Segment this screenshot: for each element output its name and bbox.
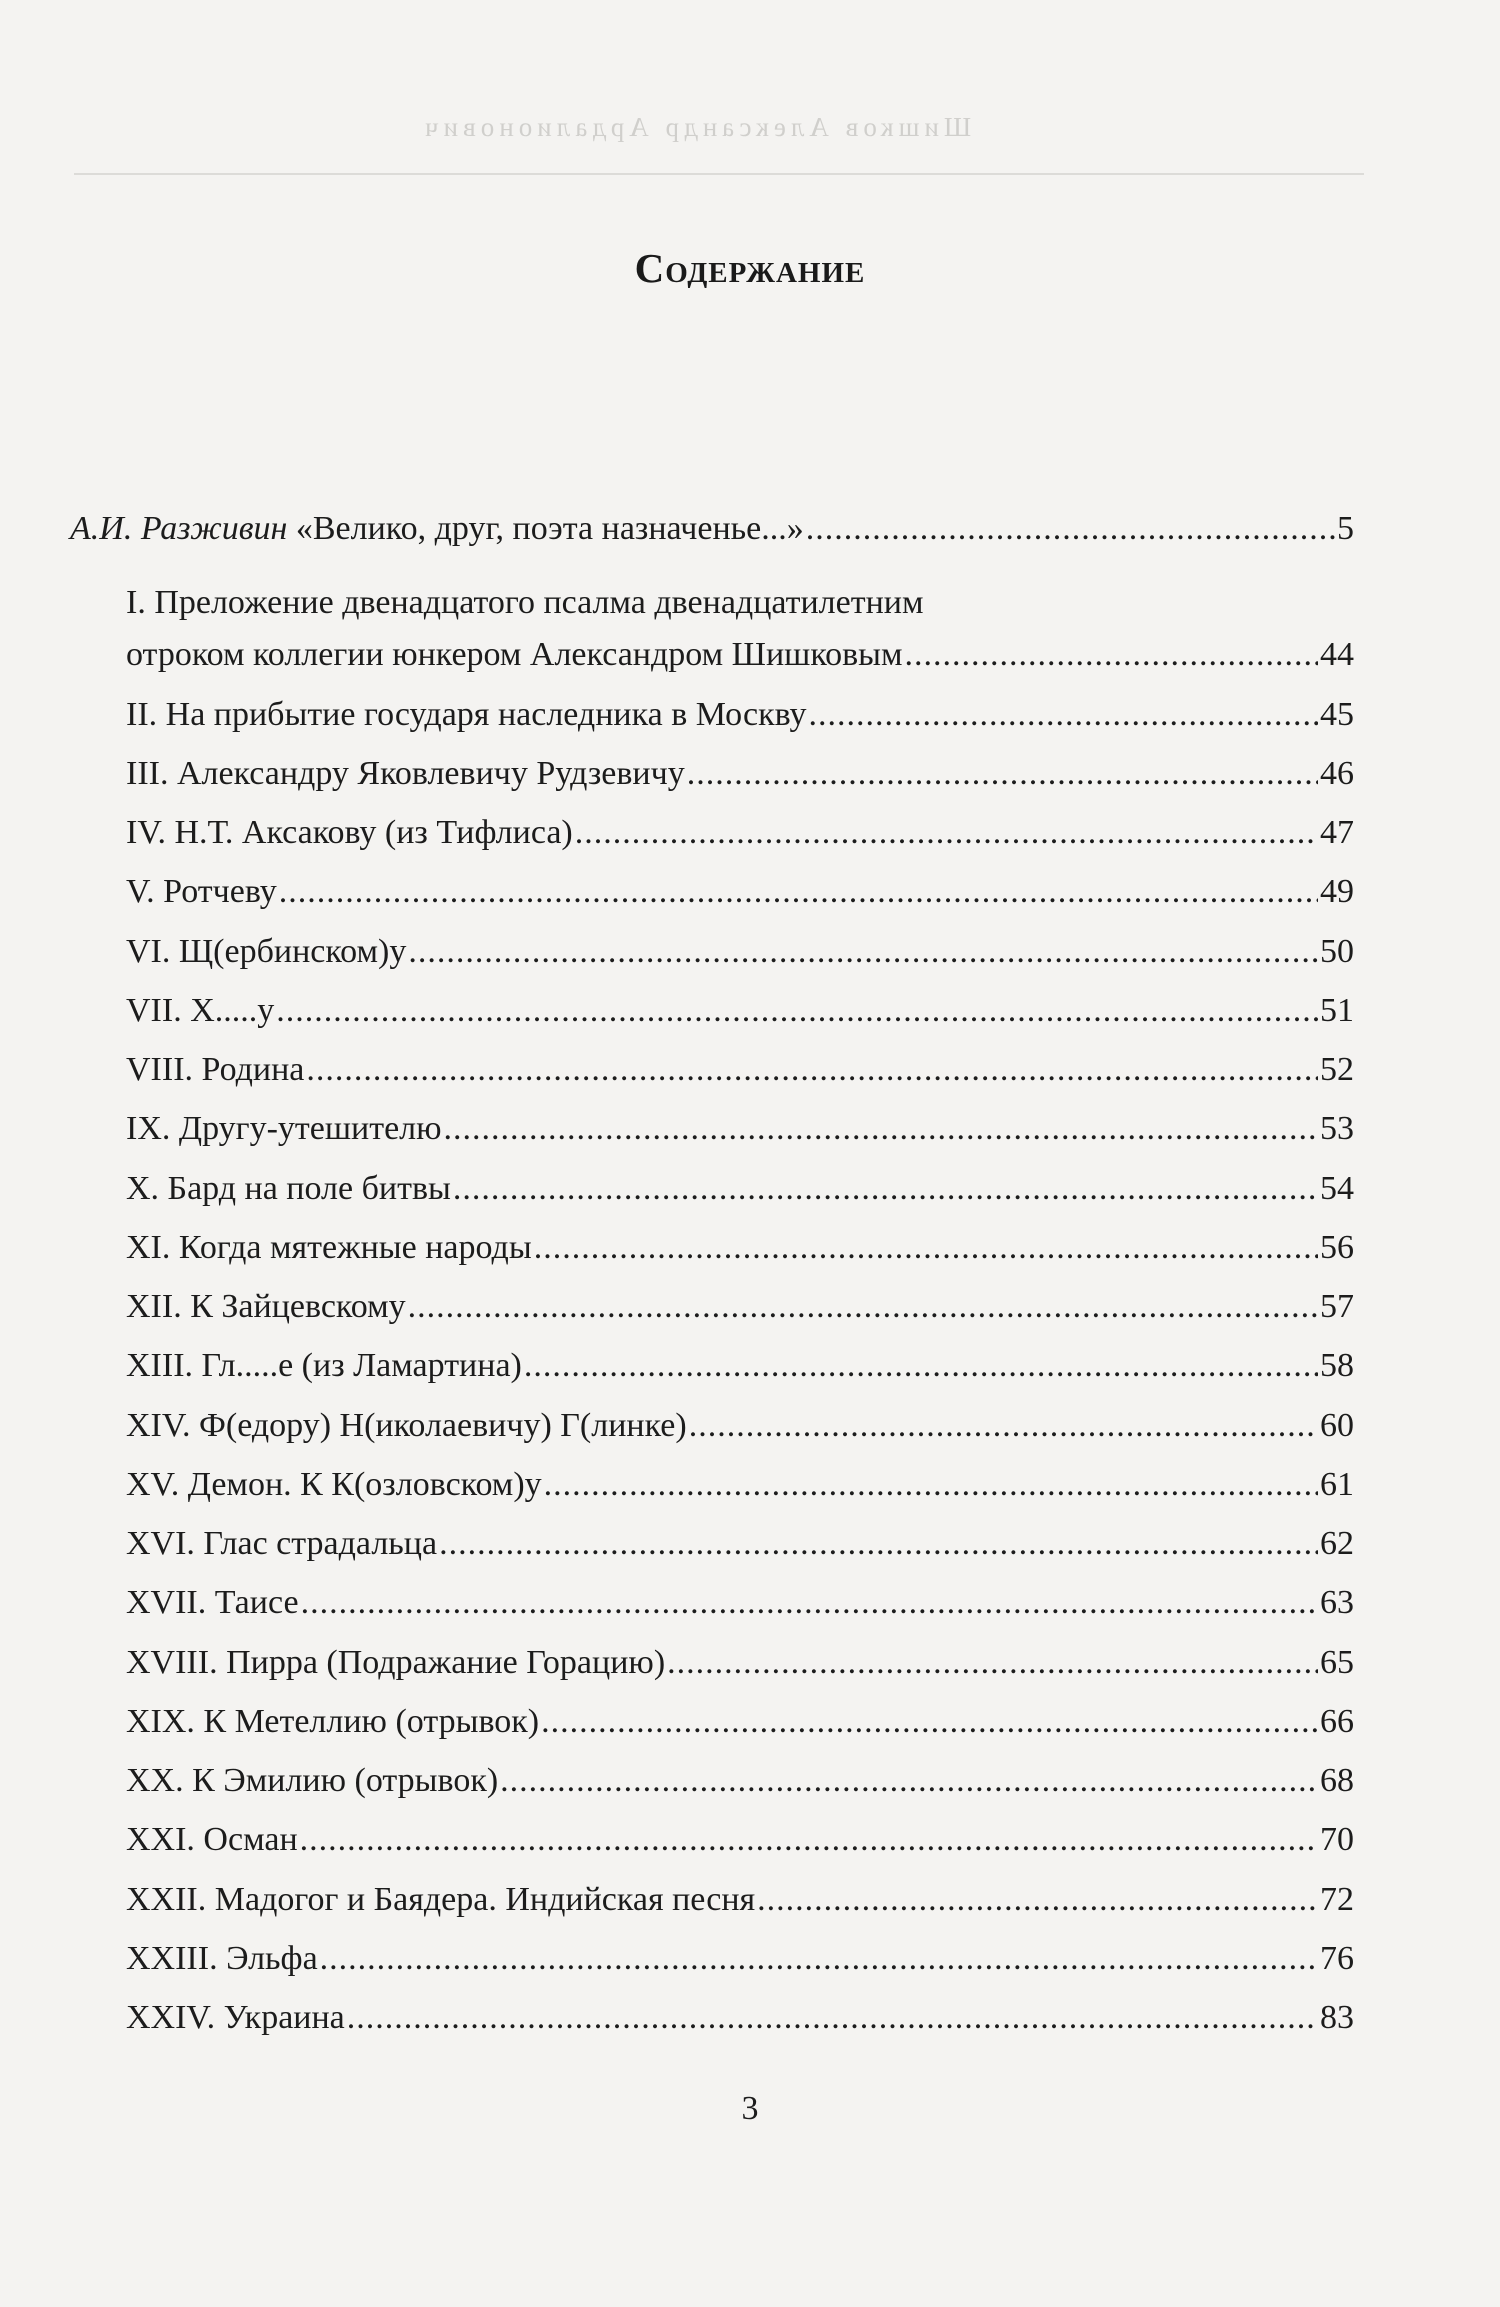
page-number: 3 — [741, 2090, 759, 2127]
toc-entry[interactable] — [126, 1580, 1354, 1626]
leader-dots — [439, 1521, 1318, 1567]
toc-entry-page: 47 — [1320, 814, 1354, 851]
toc-entry-title: XV. Демон. К К(озловском)у — [126, 1466, 542, 1503]
leader-dots — [408, 1284, 1318, 1330]
toc-entry-page: 46 — [1320, 755, 1354, 792]
toc-entry-page: 50 — [1320, 933, 1354, 970]
leader-dots — [667, 1640, 1318, 1686]
leader-dots — [320, 1936, 1318, 1982]
leader-dots — [809, 692, 1319, 738]
toc-entry-page: 72 — [1320, 1881, 1354, 1918]
toc-entry[interactable] — [126, 1995, 1354, 2041]
leader-dots — [453, 1166, 1318, 1212]
toc-entry-title: XXII. Мадогог и Баядера. Индийская песня — [126, 1881, 756, 1918]
toc-entry-page: 65 — [1320, 1644, 1354, 1681]
toc-entry-title: XVIII. Пирра (Подражание Горацию) — [126, 1644, 666, 1681]
leader-dots — [541, 1699, 1318, 1745]
toc-entry-page: 62 — [1320, 1525, 1354, 1562]
toc-entry[interactable] — [126, 1284, 1354, 1330]
leader-dots — [301, 1580, 1318, 1626]
toc-entry-title: I. Преложение двенадцатого псалма двенадцатилетним — [126, 584, 924, 621]
toc-entry-title: VIII. Родина — [126, 1051, 305, 1088]
toc-entry[interactable] — [126, 1758, 1354, 1804]
leader-dots — [575, 810, 1318, 856]
toc-entry-page: 70 — [1320, 1821, 1354, 1858]
toc-entry-page: 52 — [1320, 1051, 1354, 1088]
page-title: Содержание — [634, 245, 866, 291]
toc-entry-author: А.И. Разживин — [70, 510, 288, 547]
leader-dots — [806, 506, 1335, 552]
toc-entry-page: 56 — [1320, 1229, 1354, 1266]
toc-entry-title: XVI. Глас страдальца — [126, 1525, 438, 1562]
toc-entry[interactable] — [126, 580, 1354, 626]
leader-dots — [534, 1225, 1318, 1271]
toc-entry[interactable] — [126, 1403, 1354, 1449]
toc-entry-title: XII. К Зайцевскому — [126, 1288, 406, 1325]
toc-entry[interactable] — [126, 1817, 1354, 1863]
toc-entry-title: V. Ротчеву — [126, 873, 277, 910]
toc-entry[interactable] — [126, 1699, 1354, 1745]
leader-dots — [276, 988, 1318, 1034]
toc-entry[interactable] — [70, 506, 1354, 552]
toc-entry-page: 76 — [1320, 1940, 1354, 1977]
toc-entry-title: XIV. Ф(едору) Н(иколаевичу) Г(линке) — [126, 1407, 687, 1444]
toc-entry-page: 49 — [1320, 873, 1354, 910]
toc-entry-title: «Велико, друг, поэта назначенье...» — [295, 510, 804, 547]
toc-entry-title: VI. Щ(ербинском)у — [126, 933, 407, 970]
toc-entry[interactable] — [126, 810, 1354, 856]
toc-entry[interactable] — [126, 1640, 1354, 1686]
toc-entry-page: 61 — [1320, 1466, 1354, 1503]
toc-entry[interactable] — [126, 1936, 1354, 1982]
leader-dots — [306, 1047, 1318, 1093]
toc-entry[interactable] — [126, 751, 1354, 797]
toc-entry-title: VII. Х.....у — [126, 992, 275, 1029]
toc-entry[interactable] — [126, 692, 1354, 738]
toc-entry[interactable] — [126, 1521, 1354, 1567]
toc-entry-title: XVII. Таисе — [126, 1584, 299, 1621]
toc-entry-page: 58 — [1320, 1347, 1354, 1384]
toc-entry-page: 63 — [1320, 1584, 1354, 1621]
leader-dots — [689, 1403, 1318, 1449]
toc-entry-page: 66 — [1320, 1703, 1354, 1740]
toc-entry-page: 54 — [1320, 1170, 1354, 1207]
toc-entry[interactable] — [126, 1877, 1354, 1923]
toc-entry-page: 45 — [1320, 696, 1354, 733]
toc-entry-page: 83 — [1320, 1999, 1354, 2036]
leader-dots — [347, 1995, 1318, 2041]
toc-entry[interactable] — [126, 632, 1354, 678]
toc-entry[interactable] — [126, 869, 1354, 915]
leader-dots — [279, 869, 1318, 915]
toc-entry-title: XXI. Осман — [126, 1821, 298, 1858]
toc-entry-title: IX. Другу-утешителю — [126, 1110, 442, 1147]
show-through-running-header: Шишков Александр Ардалионович — [420, 112, 972, 142]
leader-dots — [544, 1462, 1318, 1508]
toc-entry-title: XIX. К Метеллию (отрывок) — [126, 1703, 540, 1740]
toc-entry[interactable] — [126, 1225, 1354, 1271]
toc-entry-page: 44 — [1320, 636, 1354, 673]
leader-dots — [500, 1758, 1318, 1804]
toc-entry-page: 68 — [1320, 1762, 1354, 1799]
toc-entry[interactable] — [126, 1343, 1354, 1389]
leader-dots — [300, 1817, 1318, 1863]
toc-entry[interactable] — [126, 929, 1354, 975]
toc-entry[interactable] — [126, 1462, 1354, 1508]
toc-entry[interactable] — [126, 1106, 1354, 1152]
toc-entry-title: XXIV. Украина — [126, 1999, 345, 2036]
toc-entry-page: 5 — [1337, 510, 1354, 547]
toc-entry-title: III. Александру Яковлевичу Рудзевичу — [126, 755, 685, 792]
leader-dots — [524, 1343, 1318, 1389]
toc-entry-page: 57 — [1320, 1288, 1354, 1325]
header-rule — [74, 173, 1364, 175]
toc-entry-title: XXIII. Эльфа — [126, 1940, 318, 1977]
toc-entry[interactable] — [126, 1166, 1354, 1212]
leader-dots — [408, 929, 1318, 975]
toc-entry-title: XI. Когда мятежные народы — [126, 1229, 532, 1266]
toc-entry-title: XIII. Гл.....е (из Ламартина) — [126, 1347, 522, 1384]
toc-entry-page: 53 — [1320, 1110, 1354, 1147]
toc-entry-title: XX. К Эмилию (отрывок) — [126, 1762, 499, 1799]
leader-dots — [687, 751, 1318, 797]
toc-entry-page: 51 — [1320, 992, 1354, 1029]
toc-entry-page: 60 — [1320, 1407, 1354, 1444]
toc-entry-title: X. Бард на поле битвы — [126, 1170, 451, 1207]
leader-dots — [757, 1877, 1318, 1923]
toc-entry-title: IV. Н.Т. Аксакову (из Тифлиса) — [126, 814, 573, 851]
toc-entry[interactable] — [126, 1047, 1354, 1093]
toc-entry[interactable] — [126, 988, 1354, 1034]
toc-entry-title: отроком коллегии юнкером Александром Шишковым — [126, 636, 903, 673]
toc-entry-title: II. На прибытие государя наследника в Москву — [126, 696, 807, 733]
leader-dots — [905, 632, 1318, 678]
leader-dots — [444, 1106, 1318, 1152]
